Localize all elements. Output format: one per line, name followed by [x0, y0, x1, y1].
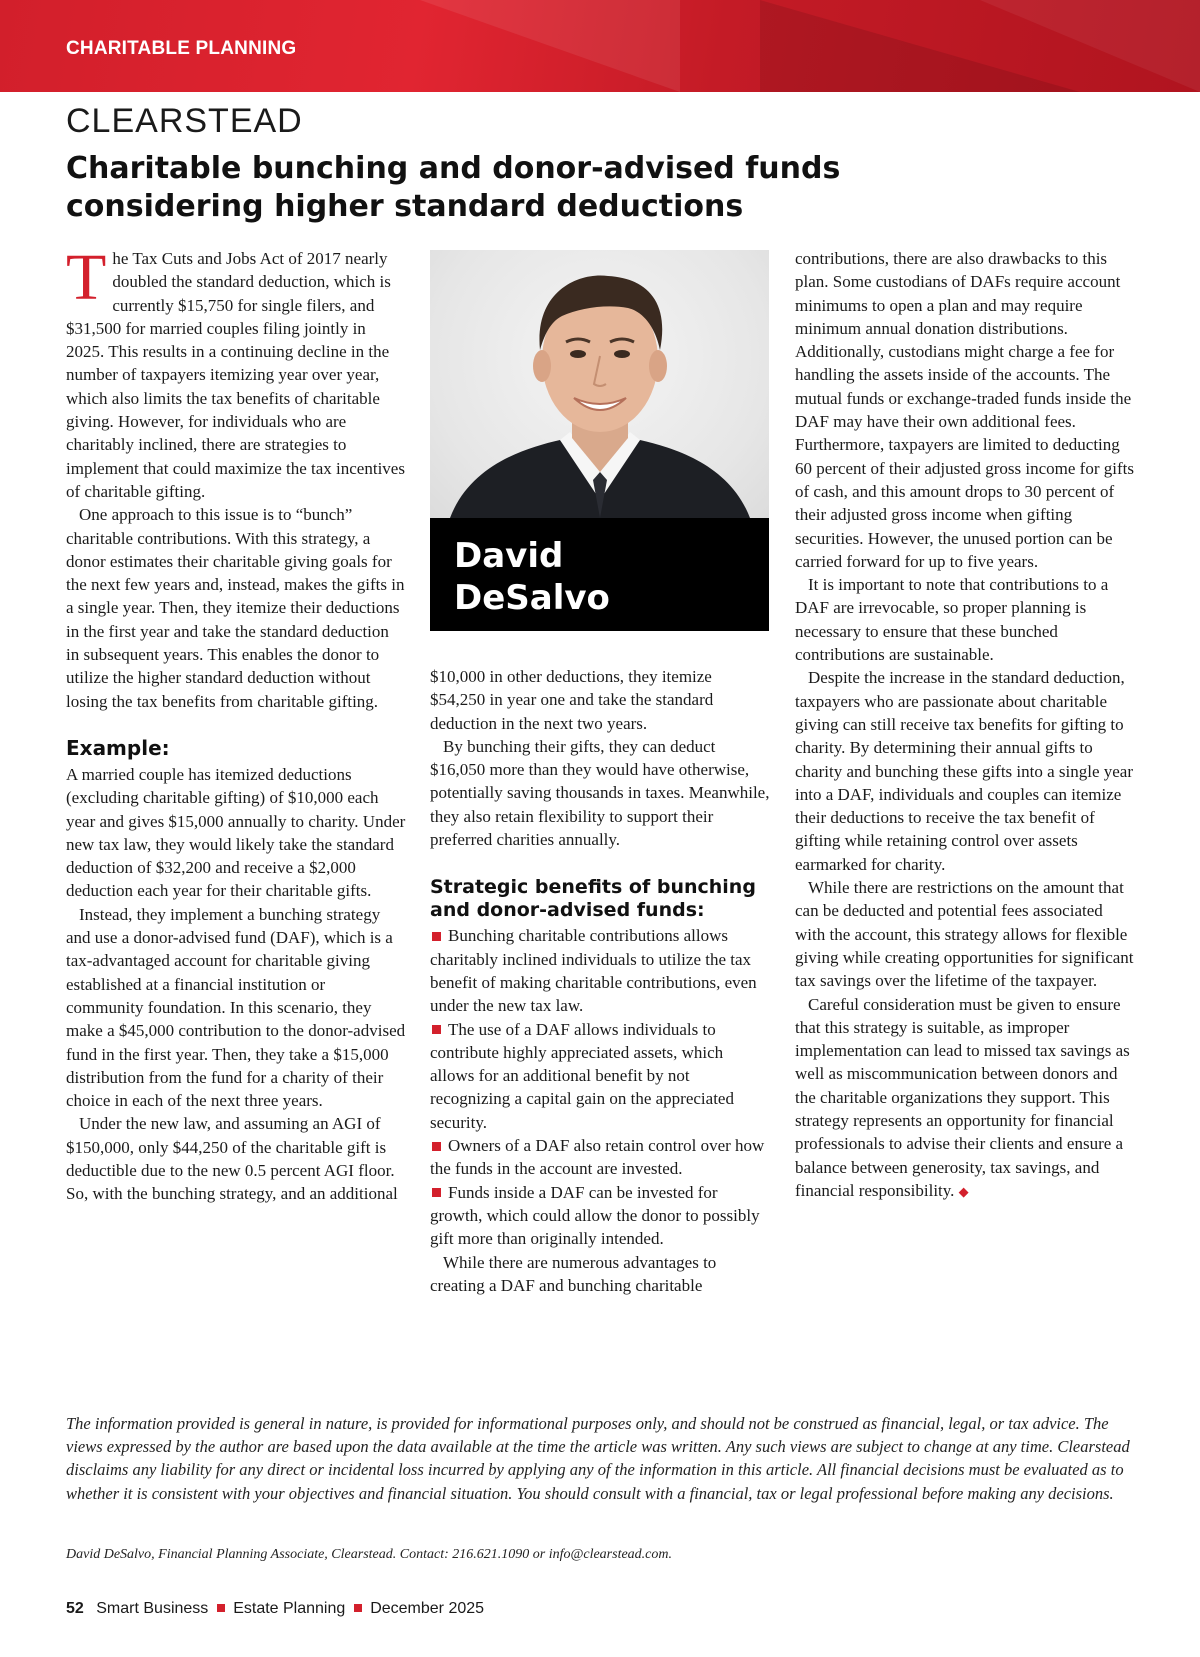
intro-text: he Tax Cuts and Jobs Act of 2017 nearly doubled the standard deduction, which is currently $15,750 for single filers, and $31,500 for married couples filing jointly in 2025. This results in a continuing decline in the number of taxpayers itemizing year over year, which also limits the tax benefits of charitable giving. However, for individuals who are charitably inclined, there are strategies to implement that could maximize the tax incentives of charitable gifting. — [66, 249, 405, 501]
example-heading: Example: — [66, 735, 170, 760]
body-paragraph — [795, 993, 1135, 1204]
publication-section: Estate Planning — [233, 1600, 346, 1617]
bullet-text: Funds inside a DAF can be invested for growth, which could allow the donor to possibly gift more than originally intended. — [430, 1182, 760, 1249]
author-contact: David DeSalvo, Financial Planning Associate, Clearstead. Contact: 216.621.1090 or info@clearstead.com. — [66, 1547, 672, 1562]
body-paragraph: Under the new law, and assuming an AGI of $150,000, only $44,250 of the charitable gift is deductible due to the new 0.5 percent AGI floor. So, with the bunching strategy, and an additional — [66, 1114, 398, 1204]
body-paragraph: A married couple has itemized deductions (excluding charitable gifting) of $10,000 each year and gives $15,000 annually to charity. Under new tax law, they would likely take the standard deduction of $32,200 and receive a $2,000 deduction each year for their charitable gifts. — [66, 764, 406, 901]
author-name-box — [430, 518, 769, 631]
author-last-name: DeSalvo — [454, 578, 610, 618]
bullet-item — [430, 1018, 770, 1134]
disclaimer: The information provided is general in nature, is provided for informational purposes only, and should not be construed as financial, legal, or tax advice. The views expressed by the author are based upon the data available at the time the article was written. Any such views are subject to change at any time. Clearstead disclaims any liability for any direct or incidental loss incurred by applying any of the information in this article. All financial decisions must be evaluated as to whether it is consistent with your objectives and financial situation. You should consult with a financial, tax or legal professional before making any decisions. — [66, 1414, 1130, 1503]
page-number: 52 — [66, 1600, 84, 1617]
section-banner — [0, 0, 1200, 92]
publication-date: December 2025 — [370, 1600, 485, 1617]
body-paragraph: While there are restrictions on the amount that can be deducted and potential fees associated with the account, this strategy allows for flexible giving while creating opportunities for significant tax savings over the lifetime of the taxpayer. — [795, 878, 1134, 991]
bullet-text: Bunching charitable contributions allows charitably inclined individuals to utilize the tax benefit of making charitable contributions, even under the new tax law. — [430, 926, 757, 1016]
closing-text: Careful consideration must be given to ensure that this strategy is suitable, as improper implementation can lead to missed tax savings as well as miscommunication between donors and the charitable organizations they support. This strategy represents an opportunity for financial professionals to advise their clients and ensure a balance between generosity, tax savings, and financial responsibility. — [795, 994, 1130, 1200]
publication-name: Smart Business — [96, 1600, 209, 1617]
drop-cap: T — [66, 241, 107, 314]
bullet-text: The use of a DAF allows individuals to contribute highly appreciated assets, which allows for an additional benefit by not recognizing a capital gain on the appreciated security. — [430, 1019, 734, 1132]
section-label: CHARITABLE PLANNING — [66, 38, 297, 59]
article-column-3 — [795, 247, 1135, 1203]
intro-paragraph — [66, 241, 406, 503]
red-square-separator-icon — [354, 1604, 362, 1612]
body-paragraph: contributions, there are also drawbacks to this plan. Some custodians of DAFs require account minimums to open a plan and may require minimum annual donation distributions. Additionally, custodians might charge a fee for handling the assets inside of the accounts. The mutual funds or exchange-traded funds inside the DAF may have their own additional fees. Furthermore, taxpayers are limited to deducting 60 percent of their adjusted gross income for gifts of cash, and this amount drops to 30 percent of their adjusted gross income when gifting securities. However, the unused portion can be carried forward for up to five years. — [795, 249, 1134, 571]
benefits-heading: Strategic benefits of bunching and donor-advised funds: — [430, 876, 756, 922]
article-column-1 — [66, 241, 406, 1206]
body-paragraph: Instead, they implement a bunching strategy and use a donor-advised fund (DAF), which is a tax-advantaged account for charitable giving established at a financial institution or community foundation. In this scenario, they make a $45,000 contribution to the donor-advised fund in the first year. Then, they take a $15,000 distribution from the fund for a charity of their choice in each of the next three years. — [66, 904, 406, 1111]
body-paragraph: While there are numerous advantages to creating a DAF and bunching charitable — [430, 1252, 717, 1295]
banner-facet — [420, 0, 680, 92]
red-square-bullet-icon — [432, 1188, 441, 1197]
red-square-bullet-icon — [432, 932, 441, 941]
brand-name: CLEARSTEAD — [66, 102, 303, 140]
body-paragraph: One approach to this issue is to “bunch” charitable contributions. With this strategy, a donor estimates their charitable giving goals for the next few years and, instead, makes the gifts in a single year. Then, they itemize their deductions in the first year and take the standard deduction in subsequent years. This enables the donor to utilize the higher standard deduction without losing the tax benefits from charitable gifting. — [66, 505, 405, 711]
red-square-bullet-icon — [432, 1025, 441, 1034]
red-square-separator-icon — [217, 1604, 225, 1612]
bullet-text: Owners of a DAF also retain control over how the funds in the account are invested. — [430, 1136, 765, 1179]
bullet-item — [430, 924, 770, 1017]
author-first-name: David — [454, 536, 564, 576]
body-paragraph: By bunching their gifts, they can deduct $16,050 more than they would have otherwise, potentially saving thousands in taxes. Meanwhile, they also retain flexibility to support their preferred charities annually. — [430, 736, 770, 850]
red-square-bullet-icon — [432, 1142, 441, 1151]
article-headline: Charitable bunching and donor-advised funds considering higher standard deductions — [66, 151, 841, 224]
page-footer — [66, 1600, 484, 1618]
bullet-item — [430, 1134, 770, 1181]
body-paragraph: $10,000 in other deductions, they itemize $54,250 in year one and take the standard deduction in the next two years. — [430, 667, 714, 733]
article-column-2 — [430, 665, 770, 1297]
bullet-item — [430, 1181, 770, 1251]
end-diamond-icon: ◆ — [958, 1183, 969, 1199]
body-paragraph: It is important to note that contributions to a DAF are irrevocable, so proper planning is necessary to ensure that these bunched contributions are sustainable. — [795, 575, 1109, 665]
author-photo — [430, 250, 769, 518]
body-paragraph: Despite the increase in the standard deduction, taxpayers who are passionate about charitable giving can still receive tax benefits for gifting to charity. By determining their annual gifts to charity and bunching these gifts into a single year into a DAF, individuals and couples can itemize their deductions to receive the tax benefit of gifting while retaining control over assets earmarked for charity. — [795, 668, 1134, 874]
banner-facet — [980, 0, 1200, 92]
author-portrait-illustration — [430, 250, 769, 518]
